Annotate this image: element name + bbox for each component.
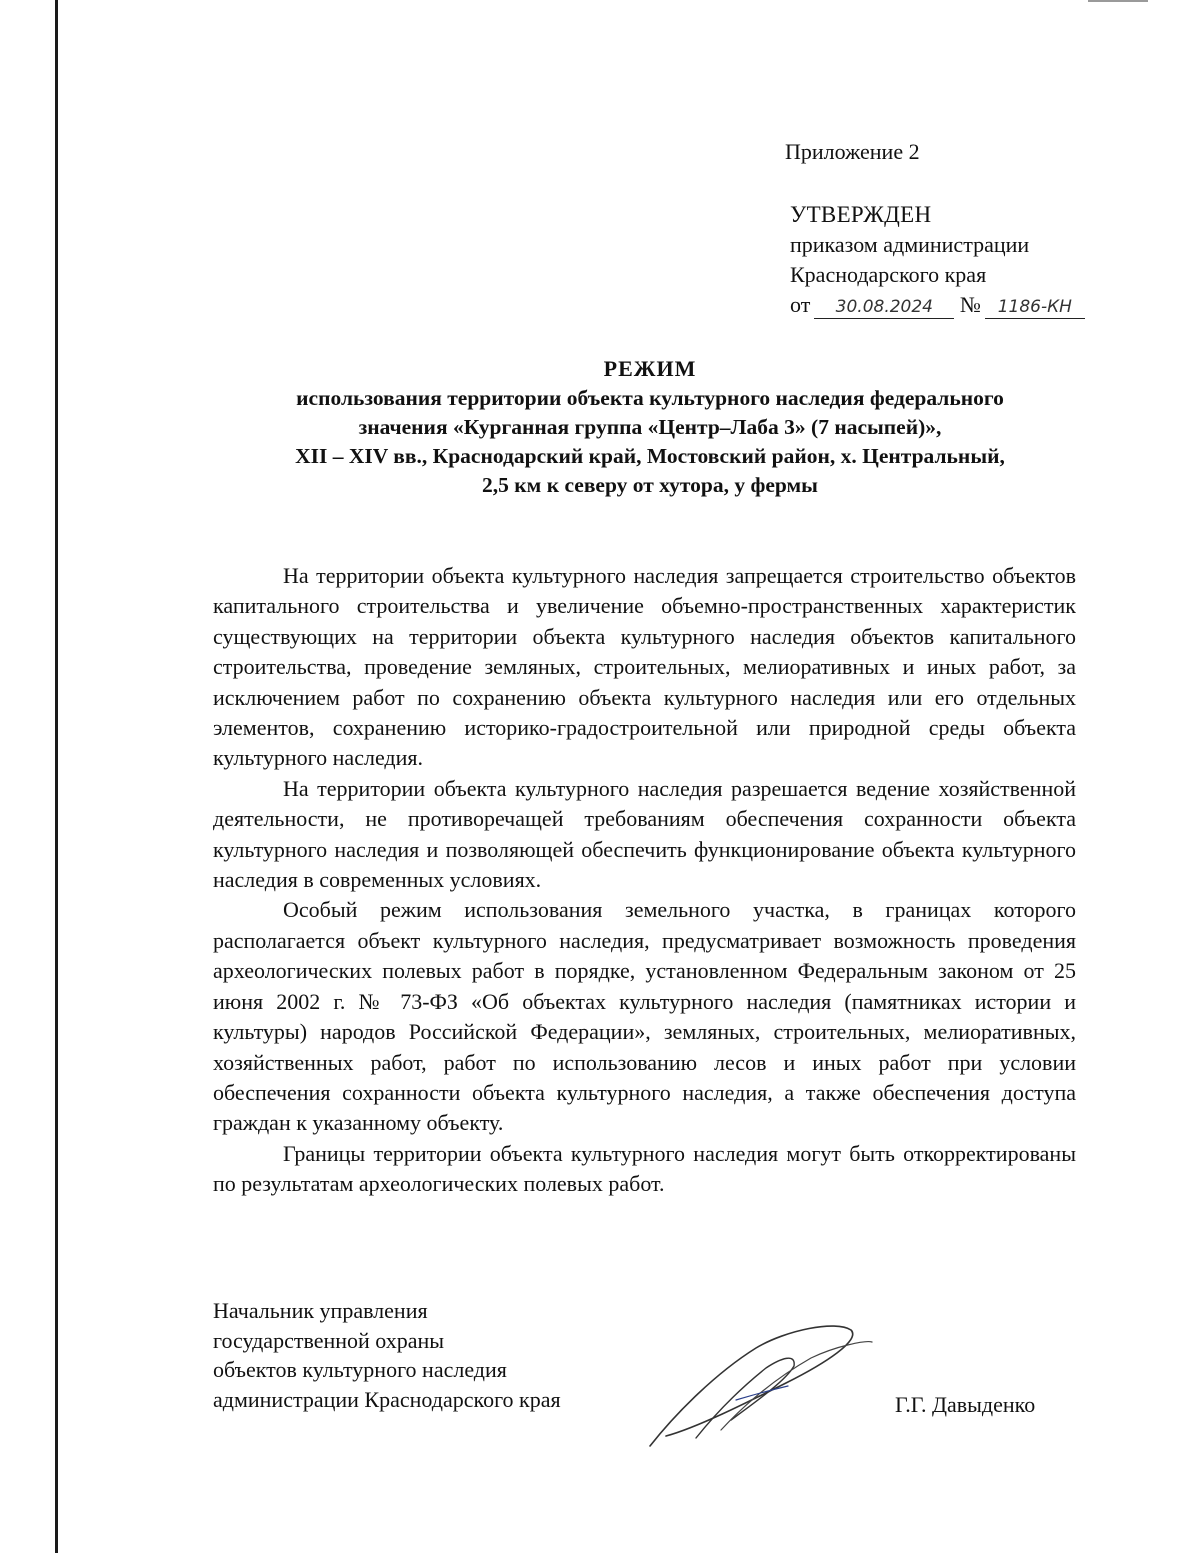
- title-line-2: значения «Курганная группа «Центр–Лаба 3» (7 насыпей)»,: [358, 415, 942, 439]
- approved-by-line-1: приказом администрации: [790, 232, 1030, 257]
- order-number-handwritten: 1186-КН: [985, 296, 1085, 319]
- position-line-2: государственной охраны: [213, 1327, 445, 1353]
- number-prefix: №: [959, 292, 981, 317]
- appendix-label: Приложение 2: [785, 139, 920, 164]
- body-paragraph-1: На территории объекта культурного наследия запрещается строительство объектов капитального строительства и увеличение объемно-пространственных характеристик существующих на территории объекта культурного наследия объектов капитального строительства, проведение земляных, строительных, мелиоративных и иных работ, за исключением работ по сохранению объекта культурного наследия или его отдельных элементов, сохранению историко-градостроительной или природной среды объекта культурного наследия.: [213, 563, 1076, 771]
- signatory-name: Г.Г. Давыденко: [895, 1392, 1036, 1417]
- position-line-3: объектов культурного наследия: [213, 1357, 507, 1382]
- title-line-4: 2,5 км к северу от хутора, у фермы: [482, 473, 818, 497]
- position-line-4: администрации Краснодарского края: [213, 1386, 561, 1412]
- approved-label: УТВЕРЖДЕН: [790, 202, 932, 227]
- title-line-1: использования территории объекта культурного наследия федерального: [296, 386, 1004, 410]
- order-date-handwritten: 30.08.2024: [814, 296, 954, 319]
- handwritten-signature: [636, 1318, 876, 1453]
- body-paragraph-3: Особый режим использования земельного участка, в границах которого располагается объект культурного наследия, предусматривает возможность проведения археологических полевых работ в порядке, установленном Федеральным законом от 25 июня 2002 г. № 73-ФЗ «Об объектах культурного наследия (памятниках истории и культуры) народов Российской Федерации», земляных, строительных, мелиоративных, хозяйственных работ, работ по использованию лесов и иных работ при условии обеспечения сохранности объекта культурного наследия, а также обеспечения доступа граждан к указанному объекту.: [213, 897, 1076, 1136]
- signatory-position: [213, 1296, 561, 1414]
- title-main: РЕЖИМ: [603, 356, 697, 381]
- order-date-line: [790, 290, 1085, 320]
- title-line-3: XII – XIV вв., Краснодарский край, Мостовский район, х. Центральный,: [295, 444, 1005, 468]
- date-prefix: от: [790, 292, 811, 317]
- approved-by-line-2: Краснодарского края: [790, 262, 987, 287]
- page-left-edge: [55, 0, 58, 1553]
- document-title: [200, 354, 1100, 500]
- document-body: [213, 561, 1076, 1200]
- body-paragraph-4: Границы территории объекта культурного наследия могут быть откорректированы по результатам археологических полевых работ.: [213, 1140, 1076, 1197]
- page-top-edge-mark: [1088, 0, 1148, 2]
- position-line-1: Начальник управления: [213, 1298, 428, 1323]
- approval-block: [790, 200, 1085, 320]
- body-paragraph-2: На территории объекта культурного наследия разрешается ведение хозяйственной деятельности, не противоречащей требованиям обеспечения сохранности объекта культурного наследия и позволяющей обеспечить функционирование объекта культурного наследия в современных условиях.: [213, 775, 1076, 893]
